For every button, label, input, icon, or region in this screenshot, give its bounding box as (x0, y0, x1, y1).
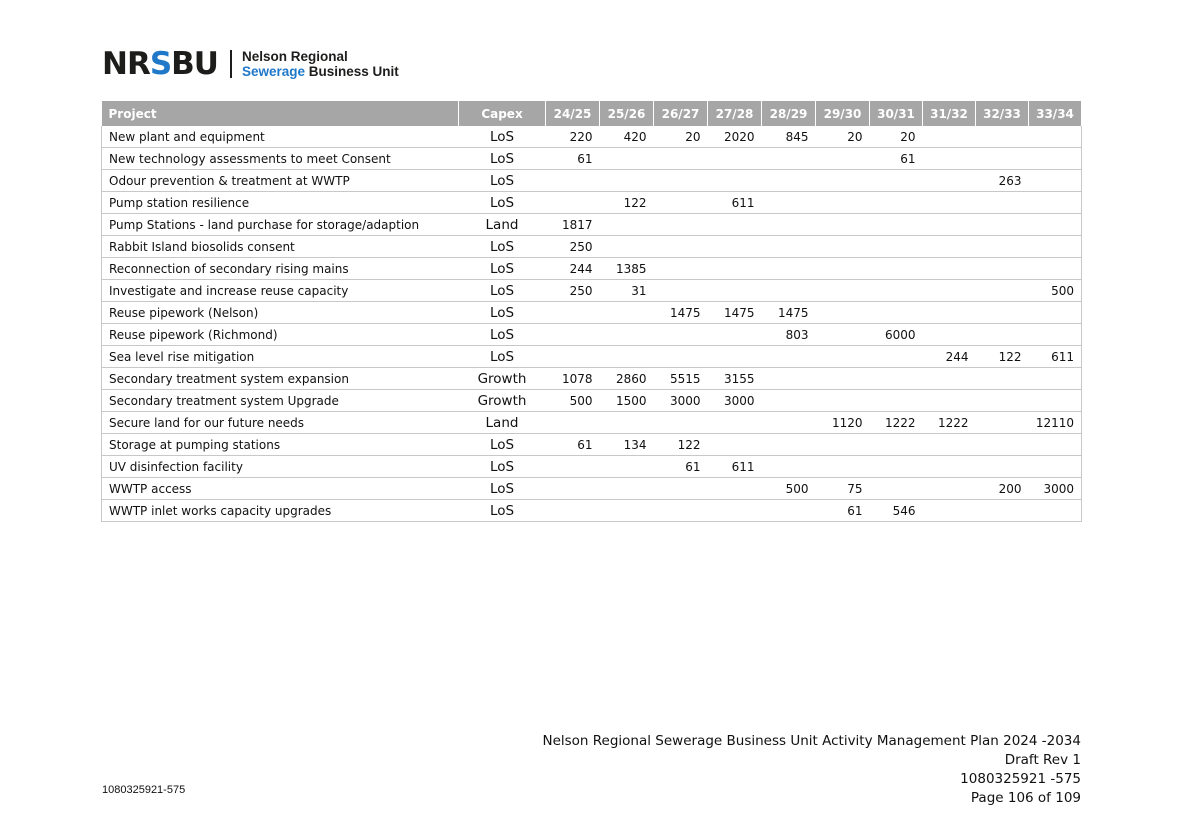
year-value-cell (762, 170, 816, 192)
year-value-cell (976, 148, 1029, 170)
table-row (102, 500, 1082, 522)
table-row (102, 390, 1082, 412)
year-value-cell (708, 170, 762, 192)
year-value-cell (600, 170, 654, 192)
year-value-cell (600, 148, 654, 170)
year-value-cell: 3000 (654, 390, 708, 412)
project-name-cell: Pump Stations - land purchase for storage/adaption (102, 214, 459, 236)
year-value-cell (708, 434, 762, 456)
year-value-cell (762, 280, 816, 302)
year-value-cell: 1817 (546, 214, 600, 236)
year-value-cell (654, 236, 708, 258)
year-value-cell (870, 236, 923, 258)
logo-line2 (242, 64, 399, 79)
year-value-cell (1029, 148, 1082, 170)
year-value-cell (923, 390, 976, 412)
year-value-cell (762, 346, 816, 368)
year-value-cell (870, 434, 923, 456)
logo-line2-business-unit: Business Unit (305, 64, 399, 79)
year-value-cell: 500 (546, 390, 600, 412)
year-value-cell (600, 214, 654, 236)
logo-divider (230, 50, 232, 78)
year-value-cell: 61 (654, 456, 708, 478)
year-value-cell (816, 258, 870, 280)
capex-type-cell: LoS (459, 258, 546, 280)
year-value-cell (600, 346, 654, 368)
capex-type-cell: LoS (459, 236, 546, 258)
year-value-cell (600, 478, 654, 500)
year-value-cell (708, 324, 762, 346)
year-value-cell (600, 456, 654, 478)
year-value-cell: 75 (816, 478, 870, 500)
logo-mark-s: S (149, 46, 172, 82)
capex-type-cell: Growth (459, 368, 546, 390)
year-value-cell (600, 412, 654, 434)
capex-type-cell: LoS (459, 324, 546, 346)
year-value-cell (976, 192, 1029, 214)
year-value-cell (654, 192, 708, 214)
year-value-cell: 5515 (654, 368, 708, 390)
project-name-cell: Sea level rise mitigation (102, 346, 459, 368)
project-name-cell: Reuse pipework (Nelson) (102, 302, 459, 324)
year-value-cell (1029, 302, 1082, 324)
year-value-cell (923, 214, 976, 236)
project-name-cell: Reconnection of secondary rising mains (102, 258, 459, 280)
table-row (102, 434, 1082, 456)
year-value-cell (870, 214, 923, 236)
year-value-cell (923, 236, 976, 258)
year-value-cell: 61 (816, 500, 870, 522)
table-row (102, 126, 1082, 148)
year-value-cell (816, 302, 870, 324)
year-value-cell (1029, 500, 1082, 522)
year-value-cell (976, 280, 1029, 302)
year-value-cell (708, 258, 762, 280)
year-value-cell (816, 368, 870, 390)
year-value-cell: 1078 (546, 368, 600, 390)
year-value-cell (762, 412, 816, 434)
table-row (102, 280, 1082, 302)
year-value-cell: 61 (546, 434, 600, 456)
year-value-cell: 546 (870, 500, 923, 522)
year-value-cell (923, 280, 976, 302)
year-value-cell (816, 324, 870, 346)
year-value-cell (654, 412, 708, 434)
year-value-cell: 611 (1029, 346, 1082, 368)
year-value-cell: 122 (600, 192, 654, 214)
year-value-cell: 220 (546, 126, 600, 148)
capex-type-cell: LoS (459, 434, 546, 456)
year-value-cell: 2020 (708, 126, 762, 148)
year-value-cell: 1475 (654, 302, 708, 324)
table-row (102, 170, 1082, 192)
year-value-cell: 1222 (923, 412, 976, 434)
year-value-cell (923, 258, 976, 280)
header-year: 24/25 (546, 101, 600, 126)
year-value-cell (1029, 236, 1082, 258)
year-value-cell (870, 456, 923, 478)
year-value-cell: 420 (600, 126, 654, 148)
year-value-cell (762, 500, 816, 522)
year-value-cell (546, 478, 600, 500)
header-year: 33/34 (1029, 101, 1082, 126)
project-name-cell: Storage at pumping stations (102, 434, 459, 456)
year-value-cell (976, 126, 1029, 148)
header-year: 29/30 (816, 101, 870, 126)
year-value-cell (976, 500, 1029, 522)
year-value-cell (600, 302, 654, 324)
year-value-cell (816, 170, 870, 192)
year-value-cell: 122 (654, 434, 708, 456)
table-row (102, 192, 1082, 214)
year-value-cell (976, 214, 1029, 236)
year-value-cell (976, 324, 1029, 346)
header-year: 27/28 (708, 101, 762, 126)
year-value-cell: 31 (600, 280, 654, 302)
year-value-cell (600, 236, 654, 258)
year-value-cell (816, 390, 870, 412)
year-value-cell (976, 236, 1029, 258)
nrsbu-logo (102, 44, 399, 84)
year-value-cell (816, 148, 870, 170)
capex-table (101, 101, 1082, 522)
project-name-cell: Odour prevention & treatment at WWTP (102, 170, 459, 192)
year-value-cell: 3000 (1029, 478, 1082, 500)
project-name-cell: WWTP access (102, 478, 459, 500)
year-value-cell (762, 456, 816, 478)
year-value-cell (870, 258, 923, 280)
year-value-cell (546, 192, 600, 214)
footer-doc-id: 1080325921-575 (102, 784, 186, 796)
year-value-cell (923, 170, 976, 192)
project-name-cell: WWTP inlet works capacity upgrades (102, 500, 459, 522)
year-value-cell: 500 (762, 478, 816, 500)
year-value-cell (1029, 456, 1082, 478)
year-value-cell (923, 478, 976, 500)
table-row (102, 412, 1082, 434)
year-value-cell (976, 368, 1029, 390)
footer-draft: Draft Rev 1 (1004, 752, 1081, 768)
year-value-cell (816, 192, 870, 214)
footer-plan-title: Nelson Regional Sewerage Business Unit Activity Management Plan 2024 -2034 (542, 733, 1081, 749)
capex-type-cell: Land (459, 412, 546, 434)
year-value-cell: 611 (708, 192, 762, 214)
year-value-cell (1029, 368, 1082, 390)
year-value-cell (976, 390, 1029, 412)
logo-line1: Nelson Regional (241, 49, 348, 64)
year-value-cell: 200 (976, 478, 1029, 500)
year-value-cell: 845 (762, 126, 816, 148)
project-name-cell: Investigate and increase reuse capacity (102, 280, 459, 302)
table-row (102, 258, 1082, 280)
capex-type-cell: LoS (459, 456, 546, 478)
year-value-cell (1029, 126, 1082, 148)
year-value-cell: 134 (600, 434, 654, 456)
year-value-cell (546, 456, 600, 478)
capex-type-cell: LoS (459, 192, 546, 214)
year-value-cell (816, 214, 870, 236)
year-value-cell: 1385 (600, 258, 654, 280)
capex-type-cell: LoS (459, 478, 546, 500)
year-value-cell (923, 126, 976, 148)
project-name-cell: Secure land for our future needs (102, 412, 459, 434)
year-value-cell: 3155 (708, 368, 762, 390)
table-row (102, 236, 1082, 258)
project-name-cell: Rabbit Island biosolids consent (102, 236, 459, 258)
year-value-cell (976, 412, 1029, 434)
project-name-cell: New plant and equipment (102, 126, 459, 148)
year-value-cell (654, 170, 708, 192)
year-value-cell: 12110 (1029, 412, 1082, 434)
year-value-cell: 500 (1029, 280, 1082, 302)
year-value-cell (870, 302, 923, 324)
capex-type-cell: LoS (459, 302, 546, 324)
year-value-cell: 122 (976, 346, 1029, 368)
table-row (102, 302, 1082, 324)
table-row (102, 324, 1082, 346)
year-value-cell (654, 346, 708, 368)
project-name-cell: Secondary treatment system Upgrade (102, 390, 459, 412)
year-value-cell (870, 478, 923, 500)
capex-type-cell: Land (459, 214, 546, 236)
year-value-cell (546, 302, 600, 324)
year-value-cell (762, 368, 816, 390)
year-value-cell (923, 368, 976, 390)
year-value-cell (708, 346, 762, 368)
year-value-cell (762, 390, 816, 412)
project-name-cell: Secondary treatment system expansion (102, 368, 459, 390)
year-value-cell (816, 456, 870, 478)
year-value-cell: 1500 (600, 390, 654, 412)
year-value-cell (976, 302, 1029, 324)
year-value-cell (600, 500, 654, 522)
capex-type-cell: LoS (459, 500, 546, 522)
year-value-cell (976, 258, 1029, 280)
footer-page-number: Page 106 of 109 (970, 790, 1081, 806)
project-name-cell: New technology assessments to meet Consent (102, 148, 459, 170)
year-value-cell: 263 (976, 170, 1029, 192)
year-value-cell (923, 192, 976, 214)
header-year: 32/33 (976, 101, 1029, 126)
year-value-cell (923, 324, 976, 346)
year-value-cell (654, 478, 708, 500)
year-value-cell (816, 346, 870, 368)
year-value-cell (708, 148, 762, 170)
year-value-cell (708, 478, 762, 500)
year-value-cell: 3000 (708, 390, 762, 412)
logo-wordmark (102, 44, 218, 84)
table-body (102, 126, 1082, 522)
year-value-cell (923, 302, 976, 324)
year-value-cell: 6000 (870, 324, 923, 346)
table-row (102, 478, 1082, 500)
year-value-cell (762, 434, 816, 456)
year-value-cell: 2860 (600, 368, 654, 390)
year-value-cell (870, 170, 923, 192)
year-value-cell (976, 434, 1029, 456)
header-capex: Capex (459, 101, 546, 126)
year-value-cell (923, 456, 976, 478)
year-value-cell: 244 (546, 258, 600, 280)
table-header-row (102, 101, 1082, 126)
table-row (102, 214, 1082, 236)
capex-type-cell: LoS (459, 170, 546, 192)
header-year: 25/26 (600, 101, 654, 126)
project-name-cell: Reuse pipework (Richmond) (102, 324, 459, 346)
year-value-cell (708, 280, 762, 302)
year-value-cell (816, 236, 870, 258)
year-value-cell (816, 280, 870, 302)
table-row (102, 456, 1082, 478)
year-value-cell (546, 324, 600, 346)
project-name-cell: UV disinfection facility (102, 456, 459, 478)
year-value-cell (762, 236, 816, 258)
year-value-cell (546, 500, 600, 522)
header-year: 30/31 (870, 101, 923, 126)
year-value-cell (923, 148, 976, 170)
year-value-cell (600, 324, 654, 346)
year-value-cell (1029, 324, 1082, 346)
year-value-cell (870, 346, 923, 368)
year-value-cell (546, 346, 600, 368)
year-value-cell (816, 434, 870, 456)
year-value-cell: 1475 (708, 302, 762, 324)
year-value-cell (1029, 170, 1082, 192)
year-value-cell (654, 148, 708, 170)
year-value-cell (708, 500, 762, 522)
header-year: 26/27 (654, 101, 708, 126)
header-year: 28/29 (762, 101, 816, 126)
header-year: 31/32 (923, 101, 976, 126)
year-value-cell (923, 434, 976, 456)
year-value-cell (546, 170, 600, 192)
year-value-cell (546, 412, 600, 434)
year-value-cell (870, 280, 923, 302)
year-value-cell (762, 148, 816, 170)
year-value-cell: 61 (546, 148, 600, 170)
year-value-cell (654, 280, 708, 302)
year-value-cell: 611 (708, 456, 762, 478)
capex-type-cell: Growth (459, 390, 546, 412)
year-value-cell: 20 (816, 126, 870, 148)
header-project: Project (102, 101, 459, 126)
capex-type-cell: LoS (459, 346, 546, 368)
year-value-cell: 250 (546, 236, 600, 258)
year-value-cell (976, 456, 1029, 478)
year-value-cell (923, 500, 976, 522)
table-row (102, 148, 1082, 170)
capex-type-cell: LoS (459, 126, 546, 148)
year-value-cell (654, 500, 708, 522)
year-value-cell: 20 (870, 126, 923, 148)
year-value-cell (762, 214, 816, 236)
year-value-cell (870, 390, 923, 412)
logo-text (242, 49, 399, 79)
year-value-cell: 803 (762, 324, 816, 346)
year-value-cell (654, 214, 708, 236)
year-value-cell (654, 324, 708, 346)
capex-type-cell: LoS (459, 148, 546, 170)
year-value-cell (870, 368, 923, 390)
year-value-cell (708, 236, 762, 258)
year-value-cell: 244 (923, 346, 976, 368)
year-value-cell: 20 (654, 126, 708, 148)
year-value-cell (708, 214, 762, 236)
table-row (102, 346, 1082, 368)
footer-doc-ref: 1080325921 -575 (960, 771, 1081, 787)
year-value-cell (708, 412, 762, 434)
table-row (102, 368, 1082, 390)
year-value-cell: 1120 (816, 412, 870, 434)
year-value-cell: 61 (870, 148, 923, 170)
year-value-cell: 1475 (762, 302, 816, 324)
logo-mark-nr: NR (102, 46, 150, 82)
year-value-cell (762, 258, 816, 280)
logo-mark-bu: BU (171, 46, 218, 82)
logo-line2-sewerage: Sewerage (241, 64, 306, 79)
year-value-cell (1029, 390, 1082, 412)
year-value-cell (654, 258, 708, 280)
year-value-cell (870, 192, 923, 214)
capex-type-cell: LoS (459, 280, 546, 302)
project-name-cell: Pump station resilience (102, 192, 459, 214)
footer-info (542, 732, 1081, 808)
year-value-cell (1029, 214, 1082, 236)
year-value-cell (1029, 434, 1082, 456)
year-value-cell: 250 (546, 280, 600, 302)
year-value-cell (1029, 258, 1082, 280)
year-value-cell (1029, 192, 1082, 214)
year-value-cell: 1222 (870, 412, 923, 434)
year-value-cell (762, 192, 816, 214)
